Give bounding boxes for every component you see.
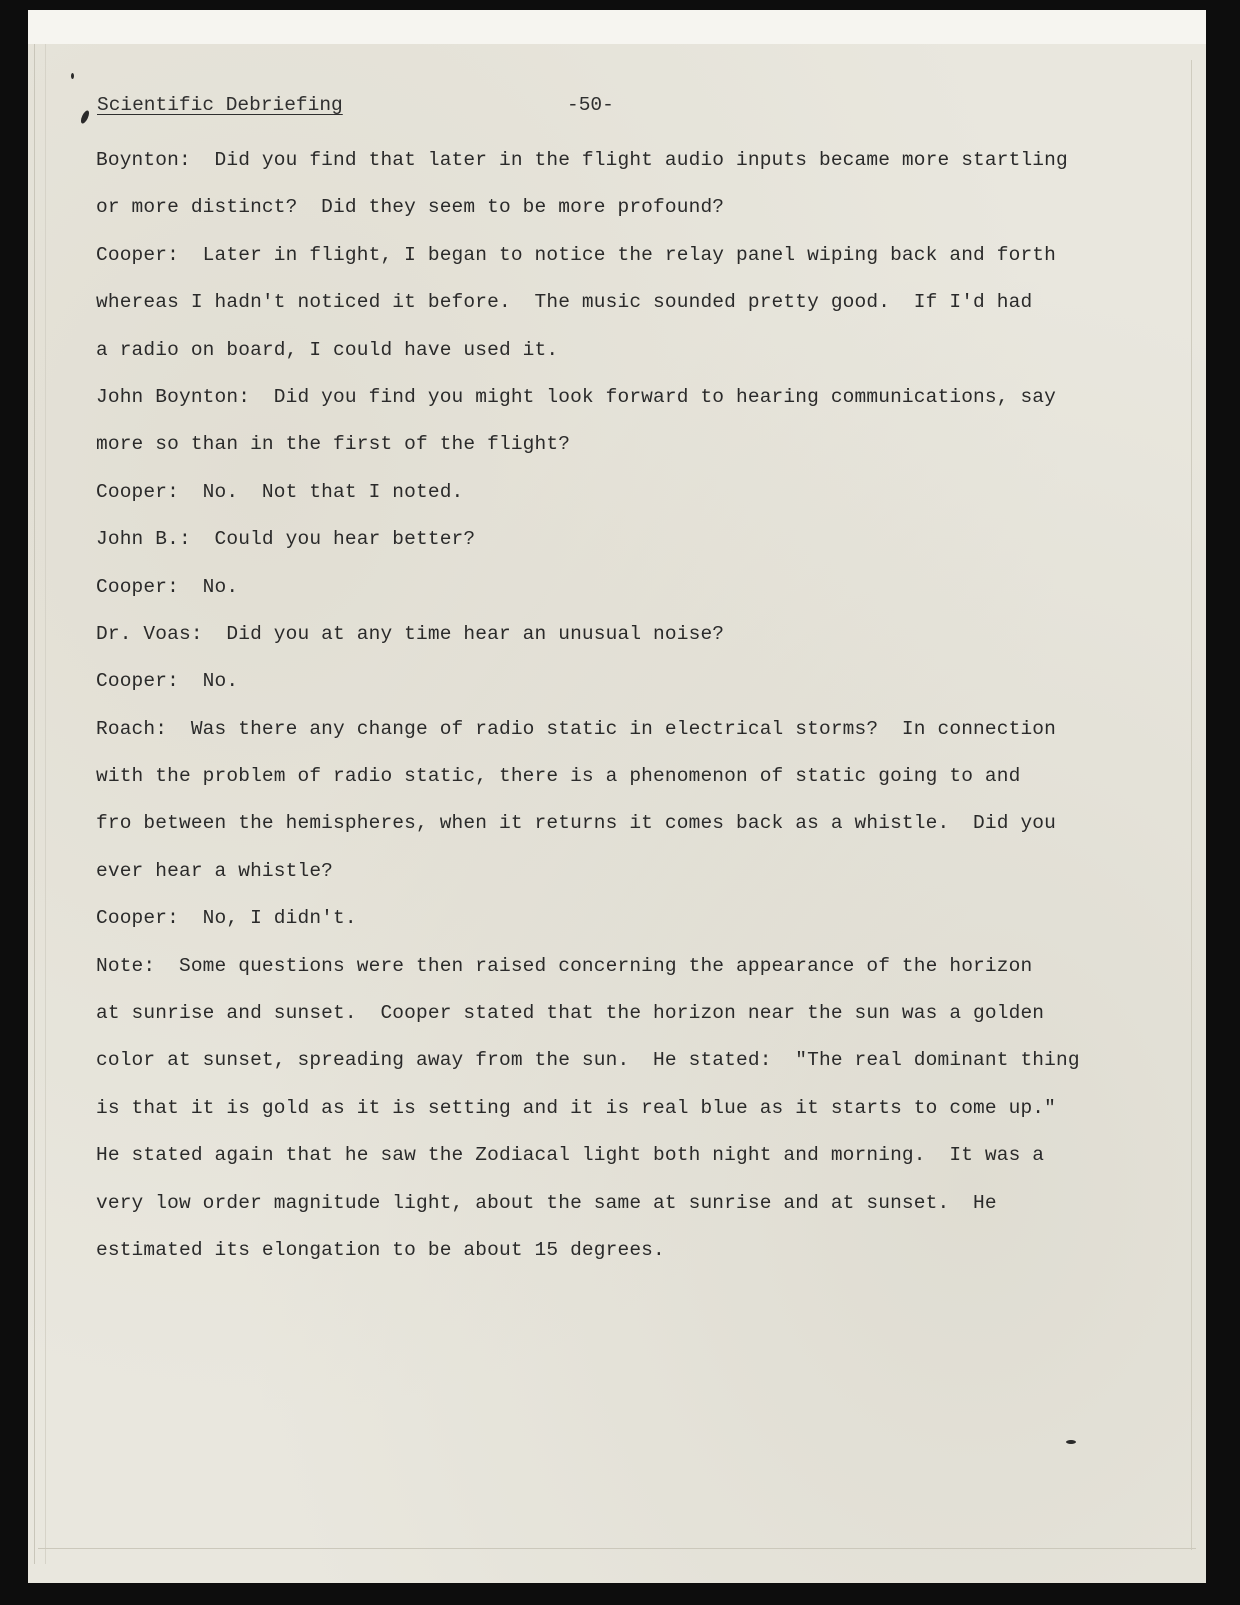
transcript-line: Cooper: No. [96,670,239,693]
transcript-line: or more distinct? Did they seem to be more profound? [96,196,725,219]
left-page-edge [34,44,46,1564]
transcript-line: Note: Some questions were then raised concerning the appearance of the horizon [96,954,1033,977]
transcript-body [96,137,1126,1274]
transcript-line: estimated its elongation to be about 15 degrees. [96,1238,665,1261]
transcript-line: whereas I hadn't noticed it before. The music sounded pretty good. If I'd had [96,291,1033,314]
transcript-line: ever hear a whistle? [96,859,334,882]
transcript-line: Boynton: Did you find that later in the flight audio inputs became more startling [96,149,1068,171]
transcript-line: Cooper: No. [96,575,239,598]
bottom-page-edge [38,1548,1196,1549]
ink-speck [1066,1440,1076,1444]
transcript-line: He stated again that he saw the Zodiacal light both night and morning. It was a [96,1144,1045,1167]
right-page-edge [1191,60,1200,1550]
transcript-line: John B.: Could you hear better? [96,528,476,551]
transcript-line: is that it is gold as it is setting and it is real blue as it starts to come up." [96,1096,1057,1119]
ink-speck [71,73,74,79]
transcript-line: John Boynton: Did you find you might look forward to hearing communications, say [96,385,1057,408]
transcript-line: Cooper: No, I didn't. [96,907,357,930]
transcript-line: fro between the hemispheres, when it returns it comes back as a whistle. Did you [96,812,1057,835]
transcript-line: at sunrise and sunset. Cooper stated that the horizon near the sun was a golden [96,1002,1045,1025]
transcript-line: Dr. Voas: Did you at any time hear an unusual noise? [96,622,725,645]
transcript-line: with the problem of radio static, there is a phenomenon of static going to and [96,765,1021,788]
top-margin-band [28,10,1206,44]
transcript-line: Cooper: Later in flight, I began to notice the relay panel wiping back and forth [96,243,1057,266]
transcript-line: more so than in the first of the flight? [96,433,571,456]
transcript-line: a radio on board, I could have used it. [96,338,559,361]
page-header [97,94,1097,126]
document-title: Scientific Debriefing [97,94,343,116]
transcript-line: Cooper: No. Not that I noted. [96,480,464,503]
transcript-line: very low order magnitude light, about the same at sunrise and at sunset. He [96,1191,997,1214]
transcript-line: Roach: Was there any change of radio static in electrical storms? In connection [96,717,1057,740]
page-number: -50- [567,94,614,116]
transcript-line: color at sunset, spreading away from the sun. He stated: "The real dominant thing [96,1049,1080,1072]
